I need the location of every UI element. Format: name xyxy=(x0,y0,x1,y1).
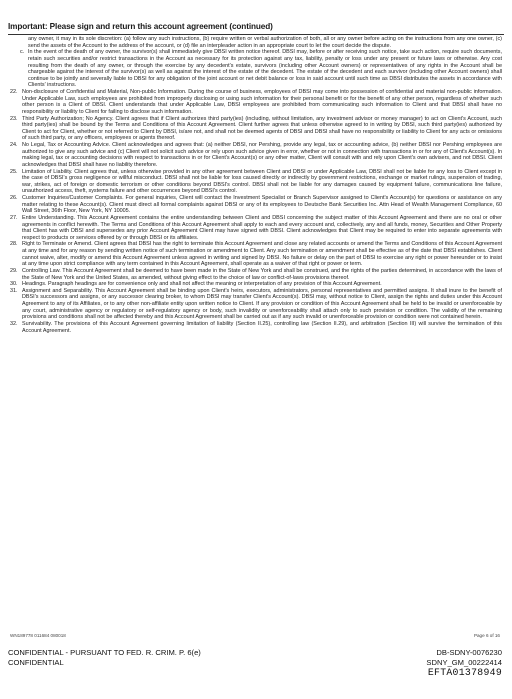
section-text: Survivability. The provisions of this Account Agreement governing limitation of liability (Section II.25), controlling law (Section II.29), and arbitration (Section III) will survive the termination of this Account Agreement. xyxy=(22,320,502,334)
section-text: No Legal, Tax or Accounting Advice. Client acknowledges and agrees that: (a) neither DBSI, nor Pershing, provide any legal, tax or accounting advice, (b) neither DBSI nor Pershing employees are authorized to give any such advice and (c) Client will not solicit such advice or rely upon such advice given in error, whether or not in connection with transactions in or for any of Client's Account(s). In making legal, tax or accounting decisions with respect to transactions in or for Client's Account(s) or any other matter, Client will consult with and rely upon Client's own advisers, and not DBSI. Client acknowledges that DBSI shall have no liability therefore. xyxy=(22,142,502,168)
opening-paragraph xyxy=(10,36,502,49)
page-header: Important: Please sign and return this account agreement (continued) xyxy=(8,22,273,31)
section-number: 28. xyxy=(10,241,18,248)
confidential-line-2: CONFIDENTIAL xyxy=(8,657,64,667)
opening-text: any owner, it may in its sole discretion: (a) follow any such instructions, (b) require written or verbal authorization of both, all or any owner before acting on the instructions from any one owner, (c) send the assets of the Account to the address of the account, or (d) file an interpleader action in an appropriate court to let the court decide the dispute. xyxy=(28,36,502,49)
bates-number-3: EFTA01378949 xyxy=(427,667,502,679)
section-number: 29. xyxy=(10,267,18,274)
form-footer xyxy=(10,633,502,641)
subitem-c-label: c. xyxy=(20,49,25,56)
header-divider xyxy=(8,34,504,35)
section-25 xyxy=(10,169,502,196)
section-26 xyxy=(10,195,502,215)
section-22 xyxy=(10,89,502,116)
section-text: Third Party Authorization; No Agency. Client agrees that if Client authorizes third party(ies) (including, without limitation, any investment advisor or money manager) to act on Client's Account, such third party(ies) shall be bound by the Terms and Conditions of this Account Agreement. Client further agrees that unless otherwise agreed to in writing by DBSI, such third party(ies) authorized by Client to act for Client, whether or not referred to Client by DBSI, is/are not, and shall not be deemed agents of DBSI and DBSI shall have no responsibility or liability to Client for any acts or omissions of such third party, or any officers, employees or agents thereof. xyxy=(22,115,502,142)
bates-number-2: SDNY_GM_00222414 xyxy=(426,657,502,667)
section-24 xyxy=(10,142,502,169)
section-number: 32. xyxy=(10,320,18,327)
section-32 xyxy=(10,321,502,334)
section-text: Customer Inquiries/Customer Complaints. For general inquiries, Client will contact the Investment Specialist or Branch Supervisor assigned to Client's Account(s) for questions or assistance on any matter relating to these Account(s). Client must direct all formal complaints against DBSI or any of its employees to Deutsche Bank Securities Inc. Attn Head of Wealth Management Compliance, 60 Wall Street, 36th Floor, New York, NY 10005. xyxy=(22,195,502,215)
section-number: 23. xyxy=(10,115,18,122)
page-number: Page 6 of 16 xyxy=(473,633,500,638)
section-number: 25. xyxy=(10,168,18,175)
section-number: 24. xyxy=(10,142,18,148)
bates-stamps xyxy=(426,648,502,678)
section-27 xyxy=(10,215,502,242)
section-29 xyxy=(10,268,502,281)
confidentiality-notice xyxy=(8,648,201,667)
confidential-line-1: CONFIDENTIAL - PURSUANT TO FED. R. CRIM. P. 6(e) xyxy=(8,648,201,657)
form-id: WN189778 011684 080018 xyxy=(10,633,66,638)
section-number: 26. xyxy=(10,195,18,201)
section-text: Non-disclosure of Confidential and Material, Non-public Information. During the course of business, employees of DBSI may come into possession of confidential and material non-public information. Under Applicable Law, such employees are prohibited from improperly disclosing or using such information for their personal benefit or for the benefit of any other person, regardless of whether such other person is a Client of DBSI. Client understands that under Applicable Law, DBSI employees are prohibited from communicating such information to Client and that DBSI shall have no responsibility or liability to Client for failing to disclose such information. xyxy=(22,89,502,115)
subitem-c xyxy=(10,49,502,89)
section-number: 30. xyxy=(10,281,18,288)
section-number: 31. xyxy=(10,287,18,294)
bates-number-1: DB-SDNY-0076230 xyxy=(436,648,502,657)
section-23 xyxy=(10,116,502,143)
section-number: 27. xyxy=(10,214,18,221)
section-text: Limitation of Liability. Client agrees that, unless otherwise provided in any other agreement between Client and DBSI or under Applicable Law, DBSI shall not be liable for any loss to Client except in the case of DBSI's gross negligence or willful misconduct. DBSI shall not be liable for loss caused directly or indirectly by government restrictions, exchange or market rulings, suspension of trading, war, strikes, act of foreign or domestic terrorism or other conditions beyond DBSI's control. DBSI shall not be liable for any damages caused by equipment failure, communications line failure, unauthorized access, theft, systems failure and other occurrences beyond DBSI's control. xyxy=(22,168,502,195)
section-30 xyxy=(10,281,502,288)
section-text: Headings. Paragraph headings are for convenience only and shall not affect the meaning or interpretation of any provision of this Account Agreement. xyxy=(22,281,382,288)
section-text: Assignment and Separability. This Account Agreement shall be binding upon Client's heirs, executors, administrators, personal representatives and permitted assigns. It shall inure to the benefit of DBSI's successors and assigns, or any successor clearing broker, to whom DBSI may transfer Client's Account(s). DBSI may, without notice to Client, assign the rights and duties under this Account Agreement to any of its Affiliates, or to any other non-affiliate entity upon written notice to Client. If any provision or condition of this Account Agreement shall be held to be invalid or unenforceable by any court, administrative agency or regulatory or self-regulatory agency or body, such invalidity or unenforceability shall attach only to such provision or condition. The validity of the remaining provisions and conditions shall not be affected thereby and this Account Agreement shall be carried out as if any such invalid or unenforceable provision or condition were not contained herein. xyxy=(22,287,502,321)
section-28 xyxy=(10,241,502,268)
section-text: Entire Understanding. This Account Agreement contains the entire understanding between Client and DBSI concerning the subject matter of this Account Agreement and there are no oral or other agreements in conflict herewith. The Terms and Conditions of this Account Agreement shall apply to each and every account and, collectively, any and all funds, money, Securities and Other Property that Client has with DBSI and supersedes any prior Account Agreement Client may have signed with DBSI. Client acknowledges that Client may be required to enter into separate agreements with respect to products or services offered by or through DBSI or its affiliates. xyxy=(22,214,502,241)
section-text: Right to Terminate or Amend. Client agrees that DBSI has the right to terminate this Account Agreement and close any related accounts or amend the Terms and Conditions of this Account Agreement at any time and for any reason by sending written notice of such termination or amendment to Client. Any such termination or amendment shall be effective as of the date that DBSI establishes. Client cannot waive, alter, modify or amend this Account Agreement unless agreed in writing and signed by DBSI. No failure or delay on the part of DBSI to exercise any right or power hereunder or to insist at any time upon strict compliance with any term contained in this Account Agreement, shall operate as a waiver of that right or power or term. xyxy=(22,241,502,268)
section-number: 22. xyxy=(10,89,18,95)
subitem-c-text: In the event of the death of any owner, the survivor(s) shall immediately give DBSI written notice thereof. DBSI may, before or after receiving such notice, take such action, require such documents, retain such securities and/or restrict transactions in the Account as necessary for its protection against any tax, liability, penalty or loss under any present or future laws or otherwise. Any cost resulting from the death of any owner, or through the exercise by any decedent's estate, survivors (including other Account owners) or representatives of any rights in the Account shall be chargeable against the interest of the survivor(s) as well as against the interest of the estate of the decedent. The estate of the decedent and each survivor (including other Account owners) shall continue to be jointly and severally liable to DBSI for any obligation of the joint account or net debit balance or loss in said account until such time as DBSI distributes the assets in accordance with Clients' instructions. xyxy=(28,49,502,89)
section-31 xyxy=(10,288,502,321)
section-text: Controlling Law. This Account Agreement shall be deemed to have been made in the State of New York and shall be construed, and the rights of the parties determined, in accordance with the laws of the State of New York and the United States, as amended, without giving effect to the choice of law or conflict-of-laws provisions thereof. xyxy=(22,267,502,281)
agreement-body xyxy=(10,36,502,632)
